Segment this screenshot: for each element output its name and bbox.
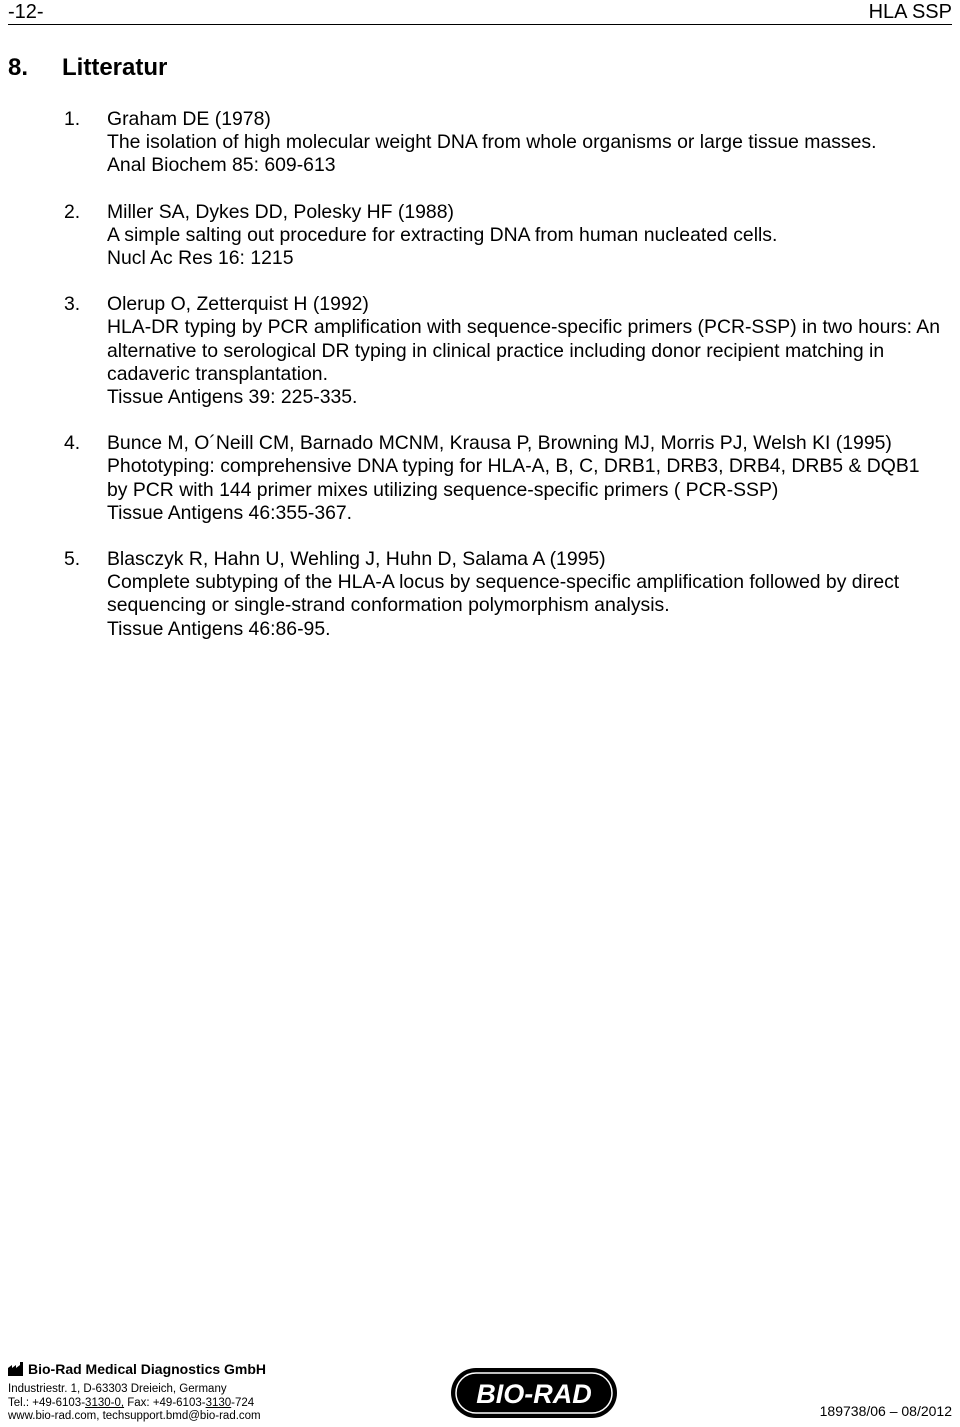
section-title: Litteratur	[62, 54, 168, 81]
reference-list	[64, 108, 944, 664]
reference-authors: Bunce M, O´Neill CM, Barnado MCNM, Krausa P, Browning MJ, Morris PJ, Welsh KI (1995)	[107, 432, 892, 455]
reference-title: The isolation of high molecular weight DNA from whole organisms or large tissue masses.	[107, 131, 877, 154]
reference-item	[64, 108, 944, 178]
page-number: -12-	[8, 1, 44, 23]
reference-title: A simple salting out procedure for extracting DNA from human nucleated cells.	[107, 223, 778, 246]
reference-number: 3.	[64, 293, 81, 316]
reference-journal: Anal Biochem 85: 609-613	[107, 154, 336, 177]
company-web-email: www.bio-rad.com, techsupport.bmd@bio-rad.com	[8, 1410, 261, 1422]
reference-title: HLA-DR typing by PCR amplification with sequence-specific primers (PCR-SSP) in two hours: An alternative to serological DR typing in clinical practice including donor recipient matching in cadaveric transplantation.	[107, 316, 941, 385]
company-name: Bio-Rad Medical Diagnostics GmbH	[28, 1361, 267, 1377]
reference-authors: Blasczyk R, Hahn U, Wehling J, Huhn D, Salama A (1995)	[107, 548, 606, 571]
reference-journal: Nucl Ac Res 16: 1215	[107, 247, 294, 270]
reference-journal: Tissue Antigens 46:86-95.	[107, 617, 331, 640]
company-address: Industriestr. 1, D-63303 Dreieich, Germany	[8, 1383, 227, 1395]
section-number: 8.	[8, 54, 29, 81]
reference-number: 5.	[64, 548, 81, 571]
reference-number: 1.	[64, 108, 81, 130]
reference-item	[64, 548, 944, 641]
page-footer	[8, 1358, 952, 1427]
reference-title: Complete subtyping of the HLA-A locus by sequence-specific amplification followed by direct sequencing or single-strand conformation polymorphism analysis.	[107, 571, 900, 617]
reference-number: 4.	[64, 432, 81, 455]
factory-icon	[8, 1362, 24, 1376]
bio-rad-logo	[450, 1367, 618, 1419]
reference-item	[64, 201, 944, 271]
reference-authors: Olerup O, Zetterquist H (1992)	[107, 293, 369, 316]
reference-title: Phototyping: comprehensive DNA typing for HLA-A, B, C, DRB1, DRB3, DRB4, DRB5 & DQB1 by PCR with 144 primer mixes utilizing sequence-specific primers ( PCR-SSP)	[107, 455, 920, 501]
section-heading	[8, 54, 167, 82]
reference-authors: Graham DE (1978)	[107, 108, 271, 130]
reference-journal: Tissue Antigens 46:355-367.	[107, 501, 353, 524]
header-title: HLA SSP	[868, 1, 952, 23]
company-phone-fax: Tel.: +49-6103-3130-0, Fax: +49-6103-3130-724	[8, 1397, 255, 1409]
reference-item	[64, 293, 944, 409]
reference-item	[64, 432, 944, 525]
page-header	[8, 0, 952, 25]
svg-text:BIO-RAD: BIO-RAD	[476, 1379, 592, 1409]
reference-number: 2.	[64, 200, 81, 223]
company-name-row	[8, 1361, 266, 1377]
document-reference: 189738/06 – 08/2012	[819, 1403, 952, 1419]
reference-journal: Tissue Antigens 39: 225-335.	[107, 386, 358, 409]
reference-authors: Miller SA, Dykes DD, Polesky HF (1988)	[107, 200, 454, 223]
